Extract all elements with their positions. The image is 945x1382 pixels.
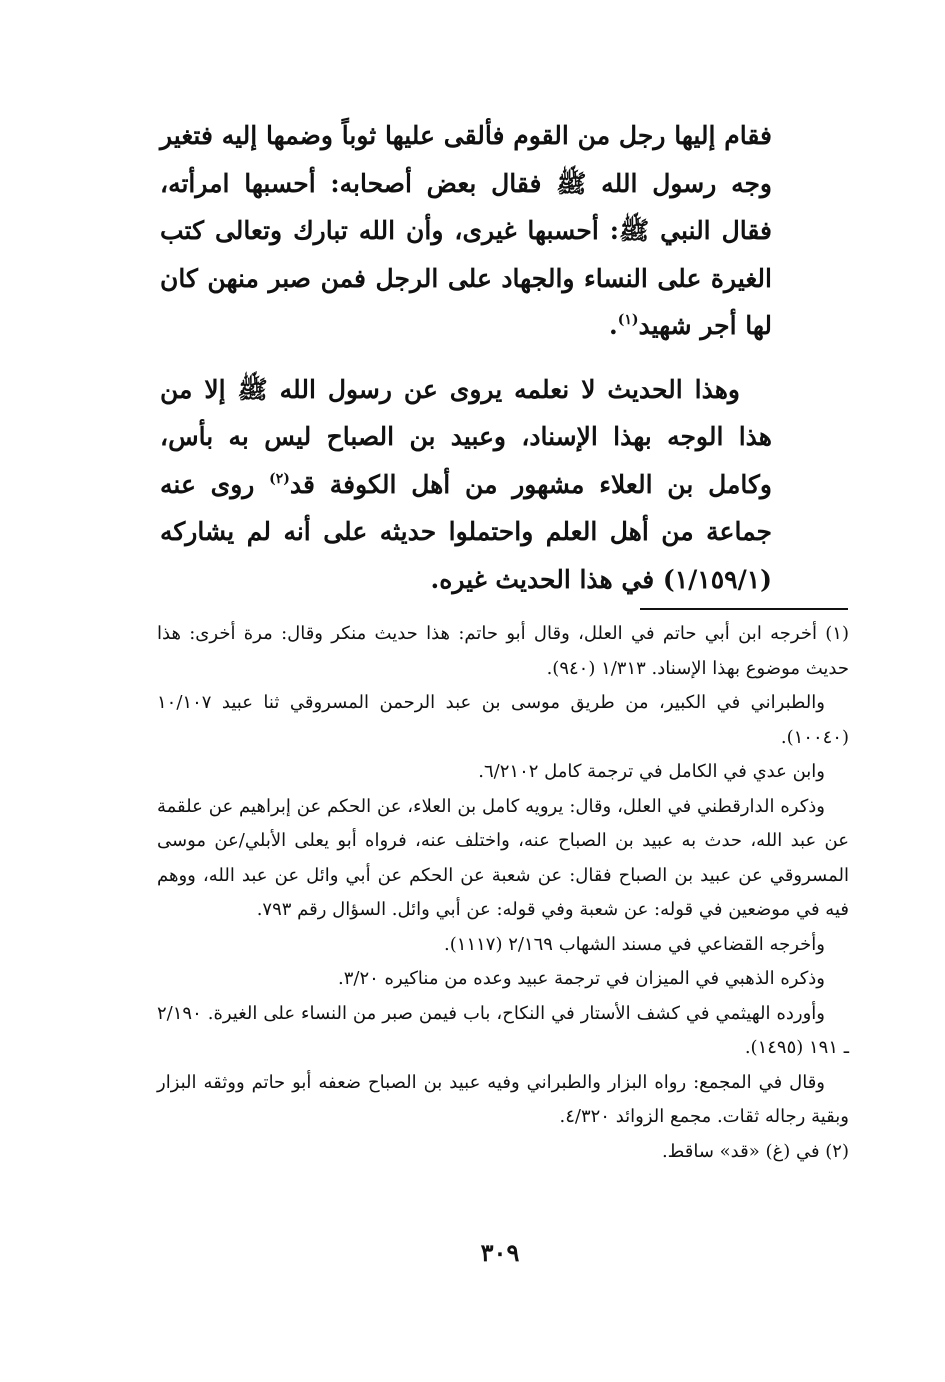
paragraph-2-text: وهذا الحديث لا نعلمه يروى عن رسول الله ﷺ إلا من هذا الوجه بهذا الإسناد، وعبيد بن الصباح ليس به بأس، وكامل بن العلاء مشهور من أهل الكوفة قد [160,374,772,499]
footnote-1-source: وذكره الدارقطني في العلل، وقال: يرويه كامل بن العلاء، عن الحكم عن إبراهيم عن علقمة عن عبد الله، حدث به عبيد بن الصباح عنه، واختلف عنه، فرواه أبو يعلى الأبلي/عن موسى المسروقي عن عبيد بن الصباح فقال: عن شعبة عن الحكم عن أبي وائل عن عبد الله، ووهم فيه في موضعين في قوله: عن شعبة وفي قوله: عن أبي وائل. السؤال رقم ٧٩٣. [157,795,849,920]
footnote-2: (٢) في (غ) «قد» ساقط. [661,1140,849,1162]
footnote-marker: (٢) [269,470,290,487]
footnote-marker: (١) [617,312,639,328]
footnote-1-source: وأخرجه القضاعي في مسند الشهاب ٢/١٦٩ (١١١٧). [444,933,825,955]
footnote-1: (١) أخرجه ابن أبي حاتم في العلل، وقال أبو حاتم: هذا حديث منكر وقال: مرة أخرى: هذا حديث موضوع بهذا الإسناد. ١/٣١٣ (٩٤٠). [157,623,849,679]
footnote-divider [640,608,848,610]
footnote-1-source: والطبراني في الكبير، من طريق موسى بن عبد الرحمن المسروقي ثنا عبيد ١٠/١٠٧ (١٠٠٤٠). [157,692,849,748]
paragraph-1 [160,112,772,350]
text-line: شهيد [638,311,692,340]
footnote-1-source: وأورده الهيثمي في كشف الأستار في النكاح، باب فيمن صبر من النساء على الغيرة. ٢/١٩٠ ـ ١٩١ (١٤٩٥). [157,1002,849,1058]
paragraph-2-text: روى عنه جماعة من أهل العلم واحتملوا حديثه على أنه لم يشاركه (١/١٥٩/١) في هذا الحديث غيره. [160,469,772,594]
main-text [160,112,772,603]
footnotes [157,617,849,1169]
paragraph-end: . [608,311,618,340]
text-line: رسول الله ﷺ فقال بعض أصحابه: أحسبها امرأته، فقال [160,168,772,245]
text-line: النبي ﷺ: أحسبها غيرى، وأن الله تبارك وتعالى كتب الغيرة [160,216,772,293]
footnote-1-source: وقال في المجمع: رواه البزار والطبراني وفيه عبيد بن الصباح ضعفه أبو حاتم ووثقه البزار وبقية رجاله ثقات. مجمع الزوائد ٤/٣٢٠. [157,1071,849,1127]
footnote-1-source: وابن عدي في الكامل في ترجمة كامل ٦/٢١٠٢. [478,761,825,782]
page-number: ٣٠٩ [480,1238,520,1267]
paragraph-2 [160,366,772,604]
footnote-1-source: وذكره الذهبي في الميزان في ترجمة عبيد وعده من مناكيره ٣/٢٠. [338,968,825,989]
text-line: فقام إليها رجل من القوم فألقى عليها ثوباً وضمها إليه فتغير وجه [160,121,772,198]
text-line: على النساء والجهاد على الرجل فمن صبر منهن كان لها أجر [160,263,772,340]
